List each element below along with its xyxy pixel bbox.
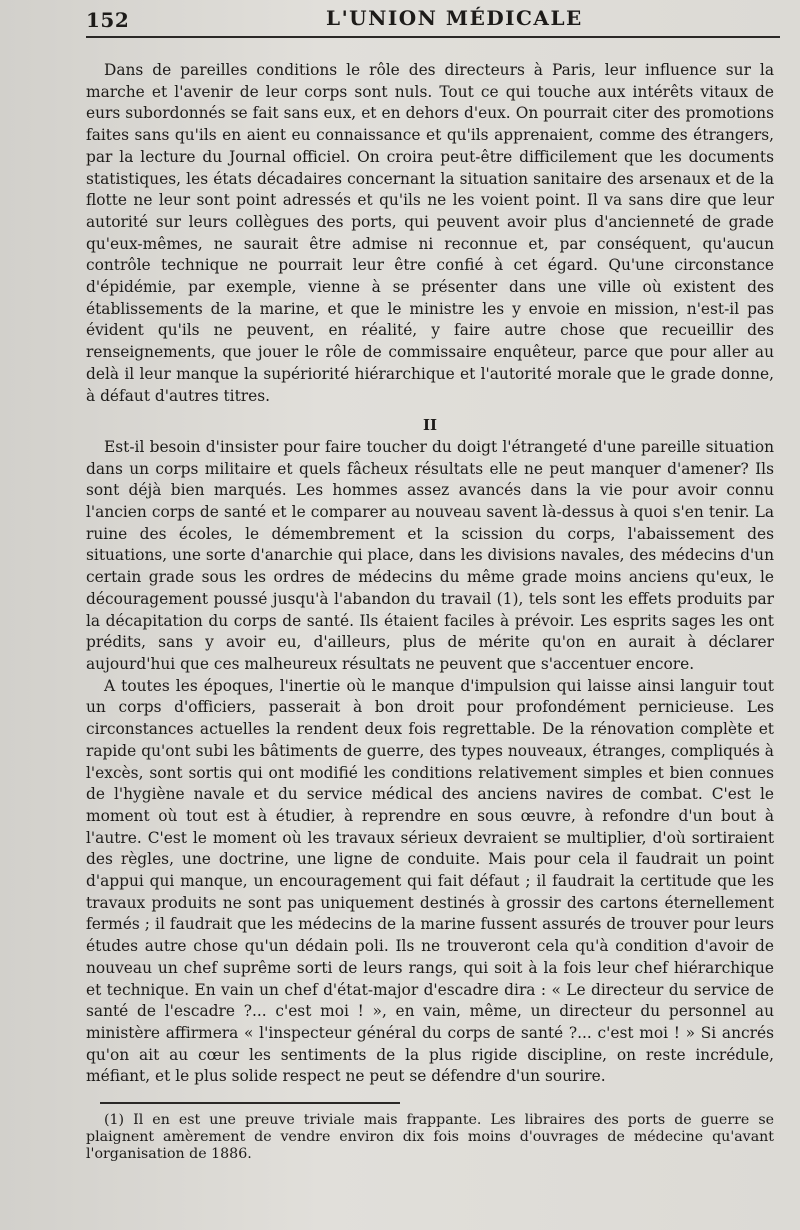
page-number: 152 xyxy=(86,8,130,32)
journal-title: L'UNION MÉDICALE xyxy=(326,6,583,30)
footnote-rule xyxy=(100,1102,400,1104)
header-rule xyxy=(86,36,780,38)
paragraph: Est-il besoin d'insister pour faire toucher du doigt l'étrangeté d'une pareille situation dans un corps militaire et quels fâcheux résultats elle ne peut manquer d'amener? Ils sont déjà bien marqués. Les hommes assez avancés dans la vie pour avoir connu l'ancien corps de santé et le comparer au nouveau savent là-dessus à quoi s'en tenir. La ruine des écoles, le démembrement et la scission du corps, l'abaissement des situations, une sorte d'anarchie qui place, dans les divisions navales, des médecins d'un certain grade sous les ordres de médecins du même grade moins anciens qu'eux, le découragement poussé jusqu'à l'abandon du travail (1), tels sont les effets produits par la décapitation du corps de santé. Ils étaient faciles à prévoir. Les esprits sages les ont prédits, sans y avoir eu, d'ailleurs, plus de mérite qu'on en aurait à déclarer aujourd'hui que ces malheureux résultats ne peuvent que s'accentuer encore. xyxy=(86,437,774,673)
paragraph: A toutes les époques, l'inertie où le manque d'impulsion qui laisse ainsi languir tout un corps d'officiers, passerait à bon droit pour profondément pernicieuse. Les circonstances actuelles la rendent deux fois regrettable. De la rénovation complète et rapide qu'ont subi les bâtiments de guerre, des types nouveaux, étranges, compliqués à l'excès, sont sortis qui ont modifié les conditions relativement simples et bien connues de l'hygiène navale et du service médical des anciens navires de combat. C'est le moment où tout est à étudier, à reprendre en sous œuvre, à refondre d'un bout à l'autre. C'est le moment où les travaux sérieux devraient se multiplier, d'où sortiraient des règles, une doctrine, une ligne de conduite. Mais pour cela il faudrait un point d'appui qui manque, un encouragement qui fait défaut ; il faudrait la certitude que les travaux produits ne sont pas uniquement destinés à grossir des cartons éternellement fermés ; il faudrait que les médecins de la marine fussent assurés de trouver pour leurs études autre chose qu'un dédain poli. Ils ne trouveront cela qu'à condition d'avoir de nouveau un chef suprême sorti de leurs rangs, qui soit à la fois leur chef hiérarchique et technique. En vain un chef d'état-major d'escadre dira : « Le directeur du service de santé de l'escadre ?... c'est moi ! », en vain, même, un directeur du personnel au ministère affirmera « l'inspecteur général du corps de santé ?... c'est moi ! » Si ancrés qu'on ait au cœur les sentiments de la plus rigide discipline, on reste incrédule, méfiant, et le plus solide respect ne peut se défendre d'un sourire. xyxy=(86,676,774,1086)
paragraph: Dans de pareilles conditions le rôle des directeurs à Paris, leur influence sur la marche et l'avenir de leur corps sont nuls. Tout ce qui touche aux intérêts vitaux de eurs subordonnés se fait sans eux, et en dehors d'eux. On pourrait citer des promotions faites sans qu'ils en aient eu connaissance et qu'ils apprenaient, comme des étrangers, par la lecture du Journal officiel. On croira peut-être difficilement que les documents statistiques, les états décadaires concernant la situation sanitaire des arsenaux et de la flotte ne leur sont point adressés et qu'ils ne les voient point. Il va sans dire que leur autorité sur leurs collègues des ports, qui peuvent avoir plus d'ancienneté de grade qu'eux-mêmes, ne saurait être admise ni reconnue et, par conséquent, qu'aucun contrôle technique ne pourrait leur être confié à cet égard. Qu'une circonstance d'épidémie, par exemple, vienne à se présenter dans une ville où existent des établissements de la marine, et que le ministre les y envoie en mission, n'est-il pas évident qu'ils ne peuvent, en réalité, y faire autre chose que recueillir des renseignements, que jouer le rôle de commissaire enquêteur, parce que pour aller au delà il leur manque la supériorité hiérarchique et l'autorité morale que le grade donne, à défaut d'autres titres. xyxy=(86,61,774,405)
footnote xyxy=(86,1112,774,1163)
section-heading: II xyxy=(422,416,438,435)
article-body xyxy=(86,60,774,1088)
footnote-text: (1) Il en est une preuve triviale mais frappante. Les libraires des ports de guerre se plaignent amèrement de vendre environ dix fois moins d'ouvrages de médecine qu'avant l'organisation de 1886. xyxy=(86,1112,774,1162)
